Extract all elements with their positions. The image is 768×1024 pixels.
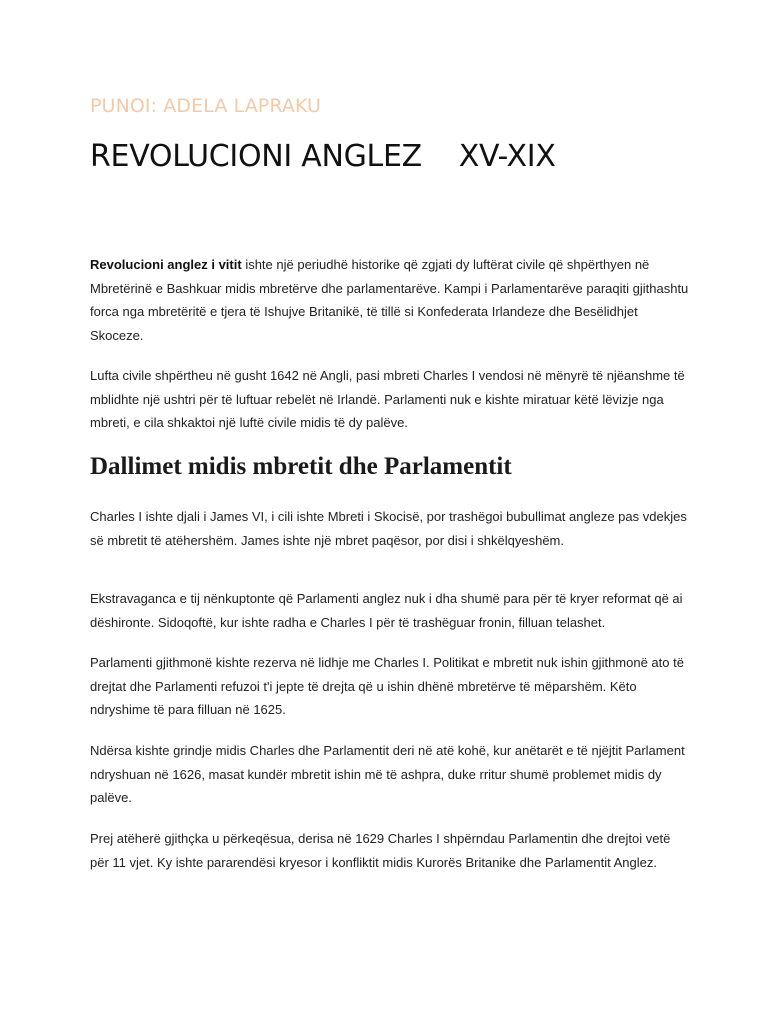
paragraph-intro bbox=[90, 253, 690, 347]
paragraph-2: Lufta civile shpërtheu në gusht 1642 në Angli, pasi mbreti Charles I vendosi në mënyrë të njëanshme të mblidhte një ushtri për të luftuar rebelët në Irlandë. Parlamenti nuk e kishte miratuar këtë lëvizje nga mbreti, e cila shkaktoi një luftë civile midis të dy palëve. bbox=[90, 368, 685, 431]
paragraph-6: Ndërsa kishte grindje midis Charles dhe Parlamentit deri në atë kohë, kur anëtarët e të njëjtit Parlament ndryshuan në 1626, masat kundër mbretit ishin më të ashpra, duke rritur shumë problemet midis dy palëve. bbox=[90, 743, 685, 806]
intro-text: ishte një periudhë historike që zgjati dy luftërat civile që shpërthyen në Mbretërinë e Bashkuar midis mbretërve dhe parlamentarëve. Kampi i Parlamentarëve paraqiti gjithashtu forca nga mbretëritë e tjera të Ishujve Britanikë, të tillë si Konfederata Irlandeze dhe Besëlidhjet Skoceze. bbox=[90, 257, 689, 343]
paragraph-3: Charles I ishte djali i James VI, i cili ishte Mbreti i Skocisë, por trashëgoi bubullimat angleze pas vdekjes së mbretit të atëhershëm. James ishte një mbret paqësor, por disi i shkëlqyeshëm. bbox=[90, 509, 687, 548]
section-heading: Dallimet midis mbretit dhe Parlamentit bbox=[90, 453, 512, 480]
document-title: REVOLUCIONI ANGLEZ XV-XIX bbox=[90, 139, 556, 174]
paragraph-4: Ekstravaganca e tij nënkuptonte që Parlamenti anglez nuk i dha shumë para për të kryer reformat që ai dëshironte. Sidoqoftë, kur ishte radha e Charles I për të trashëguar fronin, filluan telashet. bbox=[90, 591, 683, 630]
author-line: PUNOI: ADELA LAPRAKU bbox=[90, 95, 322, 117]
paragraph-7: Prej atëherë gjithçka u përkeqësua, derisa në 1629 Charles I shpërndau Parlamentin dhe drejtoi vetë për 11 vjet. Ky ishte pararendësi kryesor i konfliktit midis Kurorës Britanike dhe Parlamentit Anglez. bbox=[90, 831, 671, 870]
intro-bold-text: Revolucioni anglez i vitit bbox=[90, 257, 242, 272]
paragraph-5: Parlamenti gjithmonë kishte rezerva në lidhje me Charles I. Politikat e mbretit nuk ishin gjithmonë ato të drejtat dhe Parlamenti refuzoi t'i jepte të drejta që u ishin dhënë mbretërve të mëparshëm. Këto ndryshime të para filluan në 1625. bbox=[90, 655, 684, 718]
